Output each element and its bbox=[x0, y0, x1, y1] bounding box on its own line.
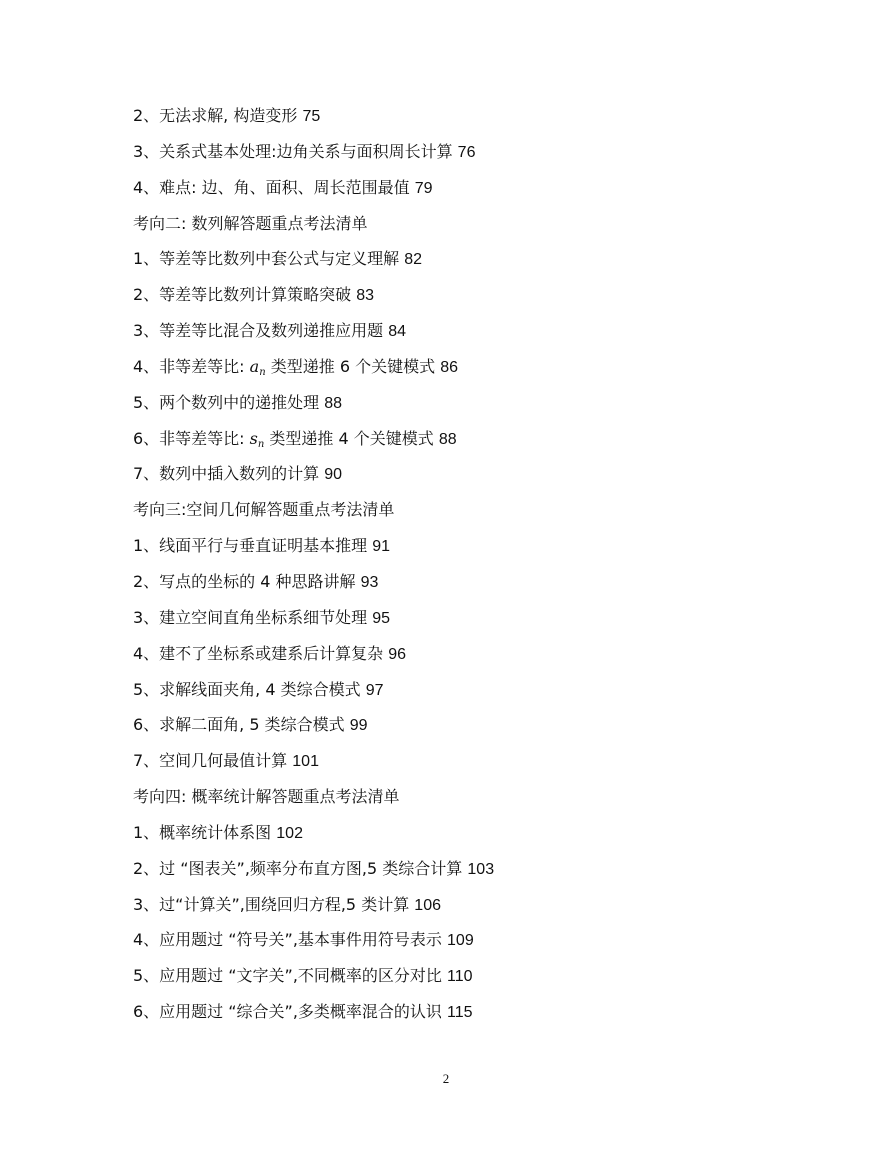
toc-entry-page: 90 bbox=[324, 466, 343, 484]
toc-entry-text: 6、应用题过 “综合关”,多类概率混合的认识 bbox=[133, 1002, 442, 1022]
toc-entry bbox=[133, 282, 494, 318]
section-heading-text: 考向三:空间几何解答题重点考法清单 bbox=[133, 500, 395, 520]
toc-entry-page: 106 bbox=[414, 896, 441, 914]
toc-entry-page: 115 bbox=[447, 1004, 473, 1022]
toc-entry-text: 3、过“计算关”,围绕回归方程,5 类计算 bbox=[133, 894, 410, 914]
toc-entry-page: 75 bbox=[302, 108, 321, 125]
math-symbol bbox=[250, 429, 265, 448]
toc-entry-text-after: 类型递推 4 个关键模式 bbox=[264, 428, 434, 448]
toc-entry-text: 4、难点: 边、角、面积、周长范围最值 bbox=[133, 177, 410, 197]
toc-entry-text: 1、线面平行与垂直证明基本推理 bbox=[133, 536, 368, 556]
toc-entry-text: 1、等差等比数列中套公式与定义理解 bbox=[133, 249, 400, 269]
math-subscript: n bbox=[259, 366, 266, 378]
toc-entry bbox=[133, 533, 494, 569]
toc-entry-page: 99 bbox=[349, 717, 368, 735]
toc-entry bbox=[133, 318, 494, 354]
toc-entry-text: 1、概率统计体系图 bbox=[133, 822, 272, 842]
toc-entry-text: 3、关系式基本处理:边角关系与面积周长计算 bbox=[133, 141, 453, 161]
toc-entry bbox=[133, 677, 494, 713]
toc-entry bbox=[133, 103, 494, 139]
toc-entry-text: 4、应用题过 “符号关”,基本事件用符号表示 bbox=[133, 930, 442, 950]
toc-entry bbox=[133, 354, 494, 390]
toc-entry bbox=[133, 820, 494, 856]
toc-entry bbox=[133, 963, 494, 999]
toc-entry-page: 101 bbox=[292, 753, 319, 771]
toc-entry-page: 96 bbox=[388, 645, 407, 663]
toc-entry-page: 95 bbox=[372, 609, 391, 627]
toc-entry-text: 5、求解线面夹角, 4 类综合模式 bbox=[133, 679, 361, 699]
toc-entry-text: 2、等差等比数列计算策略突破 bbox=[133, 285, 352, 305]
toc-entry bbox=[133, 856, 494, 892]
toc-entry-text: 6、求解二面角, 5 类综合模式 bbox=[133, 715, 345, 735]
page-number: 2 bbox=[442, 1071, 450, 1086]
toc-entry bbox=[133, 605, 494, 641]
toc-entry-text-before: 4、非等差等比: bbox=[133, 356, 250, 376]
toc-section-heading bbox=[133, 497, 494, 533]
toc-entry bbox=[133, 748, 494, 784]
toc-entry-page: 86 bbox=[440, 358, 459, 376]
toc-entry-page: 91 bbox=[372, 538, 391, 556]
toc-entry bbox=[133, 892, 494, 928]
toc-entry-text: 5、应用题过 “文字关”,不同概率的区分对比 bbox=[133, 966, 442, 986]
toc-entry bbox=[133, 999, 494, 1035]
toc-entry-page: 79 bbox=[414, 179, 433, 197]
toc-entry bbox=[133, 426, 494, 462]
toc-entry bbox=[133, 641, 494, 677]
toc-entry-page: 82 bbox=[404, 251, 423, 269]
toc-entry-text: 7、数列中插入数列的计算 bbox=[133, 464, 320, 484]
toc-section-heading bbox=[133, 211, 494, 247]
toc-entry-text: 4、建不了坐标系或建系后计算复杂 bbox=[133, 643, 384, 663]
math-base: s bbox=[249, 428, 258, 448]
toc-entry-text: 3、等差等比混合及数列递推应用题 bbox=[133, 321, 384, 341]
toc-entry-text: 7、空间几何最值计算 bbox=[133, 751, 288, 771]
toc-entry-text-before: 6、非等差等比: bbox=[133, 428, 250, 448]
toc-entry-page: 103 bbox=[467, 860, 495, 878]
toc-entry-page: 76 bbox=[457, 143, 476, 161]
toc-entry-text: 3、建立空间直角坐标系细节处理 bbox=[133, 607, 368, 627]
toc-entry-text: 2、无法求解, 构造变形 bbox=[133, 106, 298, 125]
math-subscript: n bbox=[257, 438, 265, 450]
toc-entry bbox=[133, 246, 494, 282]
toc-entry-page: 88 bbox=[438, 430, 457, 448]
toc-entry bbox=[133, 175, 494, 211]
math-symbol bbox=[250, 357, 266, 376]
toc-entry-page: 97 bbox=[365, 681, 384, 699]
toc-entry-page: 110 bbox=[447, 968, 473, 986]
section-heading-text: 考向二: 数列解答题重点考法清单 bbox=[133, 213, 368, 233]
toc-entry-text: 5、两个数列中的递推处理 bbox=[133, 392, 320, 412]
toc-entry-page: 109 bbox=[447, 932, 474, 950]
toc-entry-page: 83 bbox=[356, 287, 375, 305]
toc-entry-page: 102 bbox=[276, 824, 303, 842]
toc-entry bbox=[133, 712, 494, 748]
toc-entry bbox=[133, 461, 494, 497]
toc-entry bbox=[133, 927, 494, 963]
section-heading-text: 考向四: 概率统计解答题重点考法清单 bbox=[133, 787, 400, 807]
toc-entry-text-after: 类型递推 6 个关键模式 bbox=[265, 356, 436, 376]
toc-entry-page: 84 bbox=[388, 323, 407, 341]
toc-entry-page: 88 bbox=[324, 394, 343, 412]
toc-entry-text: 2、过 “图表关”,频率分布直方图,5 类综合计算 bbox=[133, 858, 463, 878]
toc-entry bbox=[133, 569, 494, 605]
toc-entry bbox=[133, 139, 494, 175]
table-of-contents bbox=[133, 103, 494, 1035]
toc-section-heading bbox=[133, 784, 494, 820]
toc-entry-page: 93 bbox=[360, 573, 379, 591]
toc-entry-text: 2、写点的坐标的 4 种思路讲解 bbox=[133, 571, 356, 591]
toc-entry bbox=[133, 390, 494, 426]
math-base: a bbox=[249, 356, 260, 376]
